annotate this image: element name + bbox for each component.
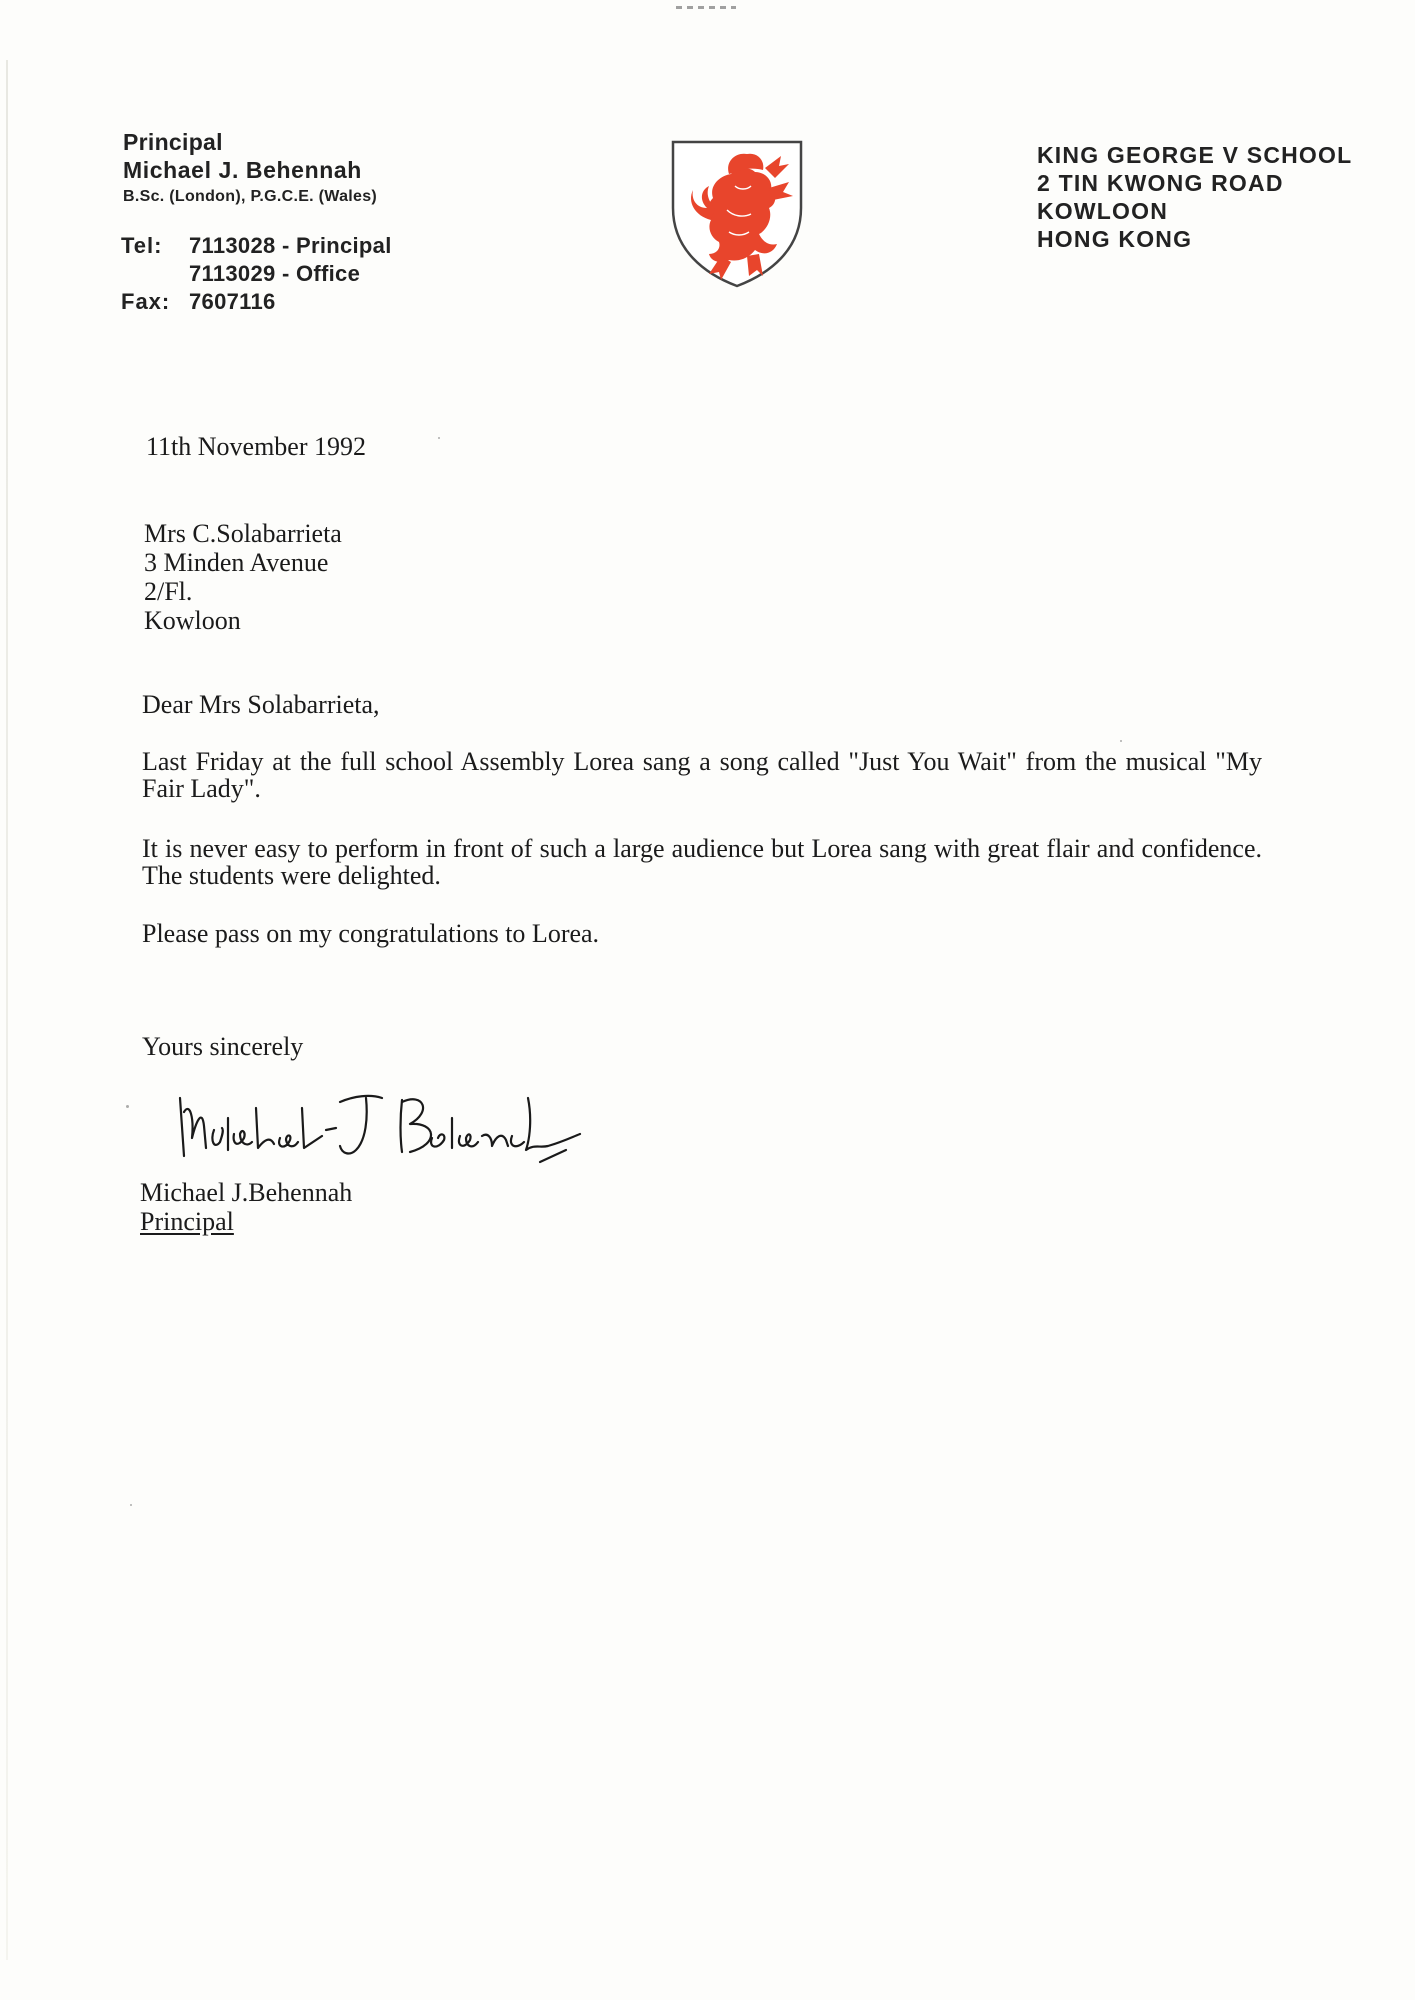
header-qualifications: B.Sc. (London), P.G.C.E. (Wales) (123, 188, 378, 205)
contact-label: Tel: (121, 233, 163, 258)
school-crest-icon (669, 138, 805, 290)
scan-mark (676, 6, 736, 9)
scan-speck (1120, 740, 1122, 742)
signatory-title: Principal (140, 1207, 234, 1236)
signatory-name: Michael J.Behennah (140, 1178, 353, 1207)
recipient-line: Mrs C.Solabarrieta (144, 519, 342, 548)
scan-speck (126, 1105, 129, 1108)
recipient-line: Kowloon (144, 606, 241, 635)
letter-paragraph: Please pass on my congratulations to Lorea. (142, 919, 600, 948)
contact-label: Fax: (121, 289, 171, 314)
closing: Yours sincerely (142, 1032, 304, 1061)
salutation: Dear Mrs Solabarrieta, (142, 690, 380, 719)
signature (170, 1078, 610, 1178)
school-address (1037, 141, 1352, 253)
scan-speck (438, 437, 440, 439)
recipient-line: 3 Minden Avenue (144, 548, 329, 577)
header-role: Principal (123, 129, 223, 155)
contact-row (121, 288, 392, 316)
contact-row (121, 260, 392, 288)
school-address-line: KING GEORGE V SCHOOL (1037, 142, 1353, 168)
contact-label (121, 260, 189, 288)
letter-paragraph: It is never easy to perform in front of such a large audience but Lorea sang with great flair and confidence. The students were delighted. (142, 834, 1262, 890)
letter-date: 11th November 1992 (146, 432, 366, 461)
scan-edge (6, 60, 8, 1960)
school-address-line: HONG KONG (1037, 226, 1193, 252)
contact-value: 7113028 - Principal (189, 233, 392, 258)
school-address-line: 2 TIN KWONG ROAD (1037, 170, 1284, 196)
scan-speck (130, 1504, 132, 1506)
school-address-line: KOWLOON (1037, 198, 1169, 224)
letter-paragraph: Last Friday at the full school Assembly Lorea sang a song called "Just You Wait" from the musical "My Fair Lady". (142, 747, 1262, 803)
contact-value: 7607116 (189, 289, 276, 314)
contact-value: 7113029 - Office (189, 261, 361, 286)
contact-row (121, 232, 392, 260)
header-name: Michael J. Behennah (123, 157, 362, 183)
recipient-address (144, 519, 342, 635)
recipient-line: 2/Fl. (144, 577, 193, 606)
principal-header (123, 128, 377, 210)
contact-block (121, 232, 392, 316)
